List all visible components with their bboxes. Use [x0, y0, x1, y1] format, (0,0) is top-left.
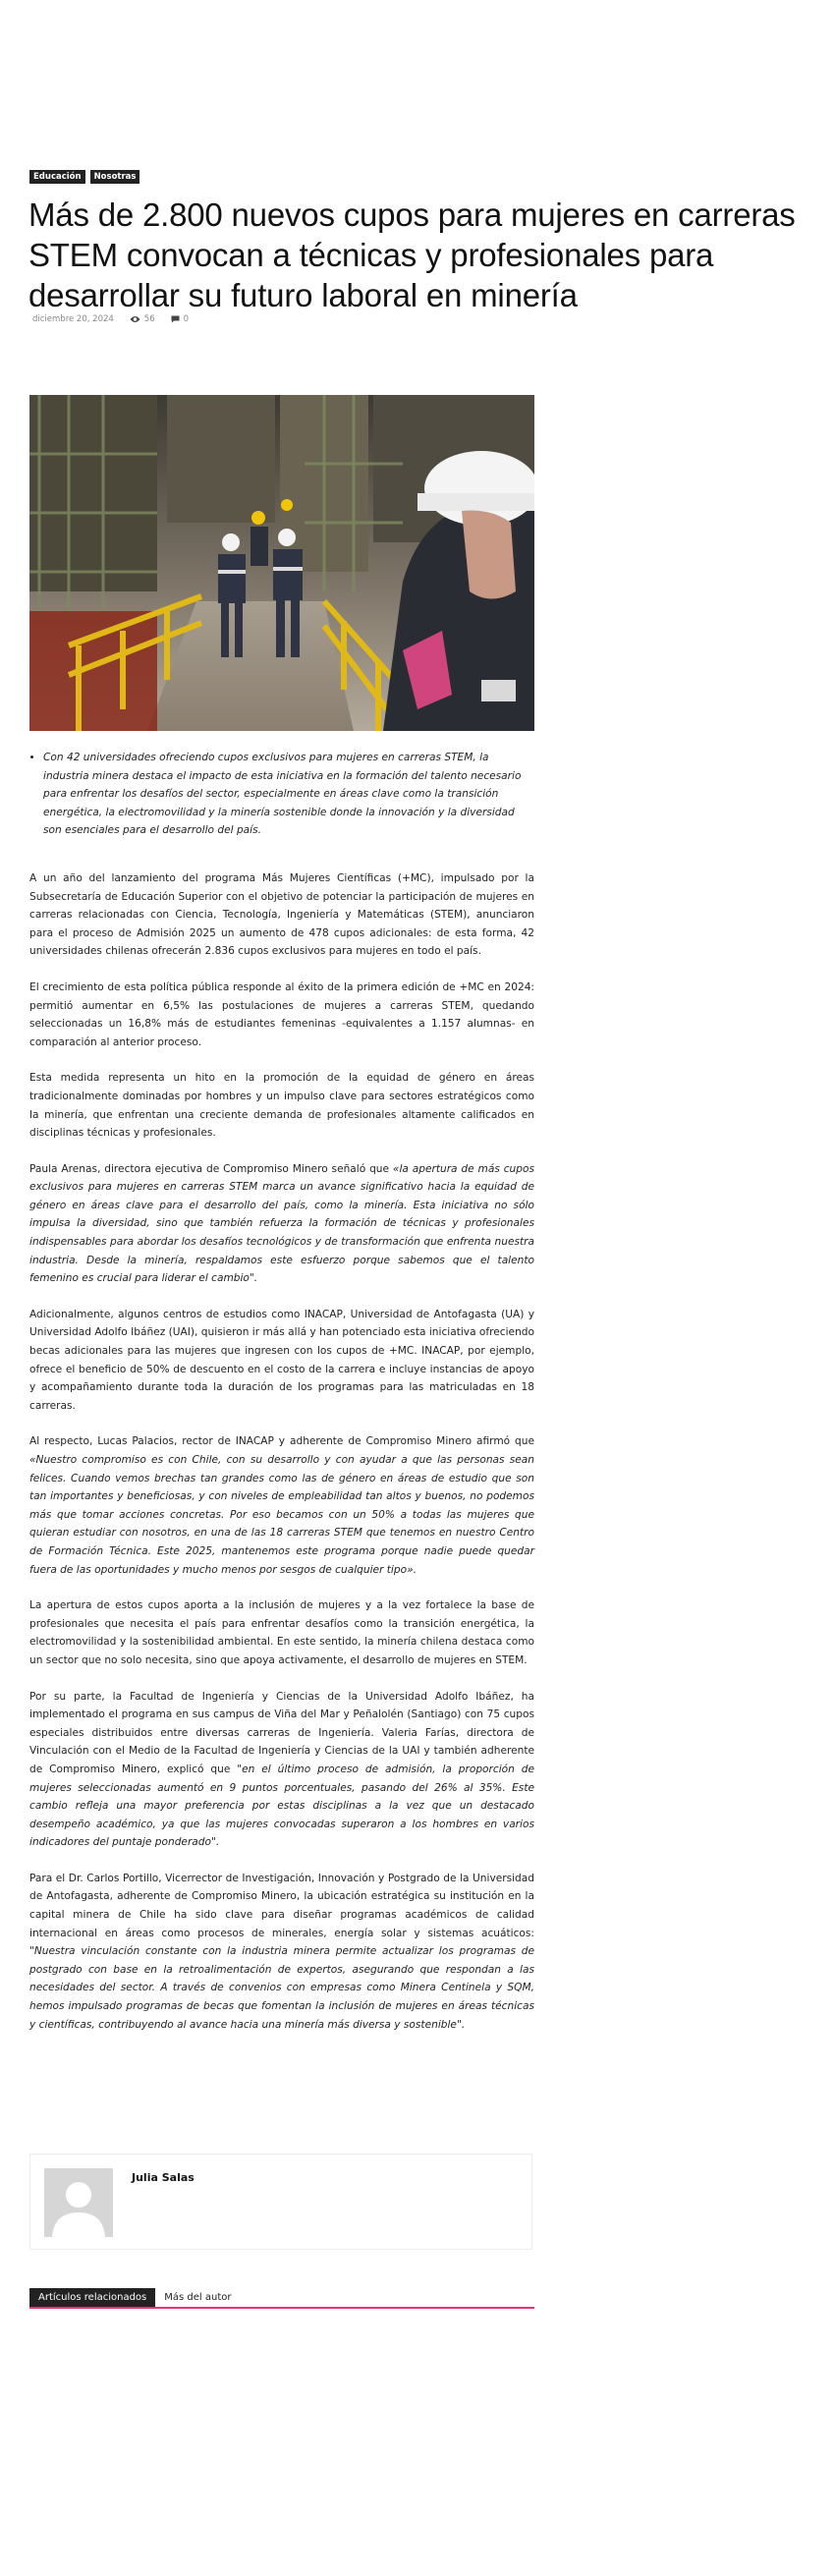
highlight-item: • Con 42 universidades ofreciendo cupos exclusivos para mujeres en carreras STEM, la industria minera destaca el impacto de esta iniciativa en la formación del talento necesario para enfrentar los desafíos del sector, especialmente en áreas clave como la transición energética, la electromovilidad y la minería sostenible donde la innovación y la diversidad son esenciales para el desarrollo del país.: [43, 749, 534, 840]
article-meta: [32, 314, 204, 324]
comments-count[interactable]: [171, 314, 189, 324]
featured-image: [29, 395, 534, 731]
tab-related-articles[interactable]: Artículos relacionados: [29, 2288, 155, 2307]
author-box: [29, 2154, 532, 2250]
highlight-list: [29, 749, 534, 840]
author-name[interactable]: Julia Salas: [132, 2171, 195, 2184]
article-title: Más de 2.800 nuevos cupos para mujeres en carreras STEM convocan a técnicas y profesionales para desarrollar su futuro laboral en minería: [28, 196, 796, 313]
tab-more-from-author[interactable]: Más del autor: [164, 2292, 232, 2303]
paragraph-4-lead: Paula Arenas, directora ejecutiva de Compromiso Minero señaló que: [29, 1162, 393, 1175]
article-paragraph-7: La apertura de estos cupos aporta a la inclusión de mujeres y a la vez fortalece la base de profesionales que necesita el país para enfrentar desafíos como la transición energética, la electromovilidad y la sostenibilidad ambiental. En este sentido, la minería chilena destaca como un sector que no solo necesita, sino que apoya activamente, el desarrollo de mujeres en STEM.: [29, 1599, 534, 1666]
article-body: [29, 749, 534, 2051]
article-paragraph-5: Adicionalmente, algunos centros de estudios como INACAP, Universidad de Antofagasta (UA) y Universidad Adolfo Ibáñez (UAI), quisieron ir más allá y han potenciado esta iniciativa ofreciendo becas adicionales para las mujeres que ingresen con los cupos de +MC. INACAP, por ejemplo, ofrece el beneficio de 50% de descuento en el costo de la carrera e incluye instancias de apoyo y acompañamiento durante toda la duración de los programas para las matriculadas en 18 carreras.: [29, 1308, 534, 1412]
post-date: diciembre 20, 2024: [32, 314, 114, 324]
paragraph-6-lead: Al respecto, Lucas Palacios, rector de INACAP y adherente de Compromiso Minero afirmó que: [29, 1435, 534, 1448]
category-tag-educacion[interactable]: Educación: [29, 170, 85, 184]
category-tag-nosotras[interactable]: Nosotras: [90, 170, 140, 184]
comments-value: 0: [183, 314, 190, 324]
lucas-palacios-quote: «Nuestro compromiso es con Chile, con su desarrollo y con ayudar a que las personas sean felices. Cuando vemos brechas tan grandes como las de género en áreas de estudio que son tan importantes y beneficiosas, y con niveles de empleabilidad tan altos y buenos, no podemos más que tomar acciones concretas. Por eso becamos con un 50% a todas las mujeres que quieran estudiar con nosotros, en una de las 18 carreras STEM que tenemos en nuestro Centro de Formación Técnica. Este 2025, mantenemos este programa porque nadie puede quedar fuera de las oportunidades y mucho menos por sesgos de cualquier tipo».: [29, 1454, 534, 1576]
featured-image-illustration: [29, 395, 534, 731]
views-value: 56: [143, 314, 155, 324]
article-paragraph-1: A un año del lanzamiento del programa Más Mujeres Científicas (+MC), impulsado por la Subsecretaría de Educación Superior con el objetivo de potenciar la participación de mujeres en carreras relacionadas con Ciencia, Tecnología, Ingeniería y Matemáticas (STEM), anunciaron para el proceso de Admisión 2025 un aumento de 478 cupos adicionales: de esta forma, 42 universidades chilenas ofrecerán 2.836 cupos exclusivos para mujeres en todo el país.: [29, 871, 534, 958]
views-count: [130, 314, 155, 324]
article-paragraph-2: El crecimiento de esta política pública responde al éxito de la primera edición de +MC en 2024: permitió aumentar en 6,5% las postulaciones de mujeres a carreras STEM, quedando seleccionadas un 16,8% más de estudiantes femeninas -equivalentes a 1.157 alumnas- en comparación al anterior proceso.: [29, 980, 534, 1048]
article-paragraph-4: [29, 1160, 534, 1288]
category-tags: [29, 170, 139, 184]
paragraph-9-lead: Para el Dr. Carlos Portillo, Vicerrector de Investigación, Innovación y Postgrado de la Universidad de Antofagasta, adherente de Compromiso Minero, la ubicación estratégica su institución en la capital minera de Chile ha sido clave para diseñar programas académicos de calidad internacional en áreas como procesos de minerales, energía solar y sistemas acuáticos:: [29, 1872, 534, 1939]
paragraph-8-lead: Por su parte, la Facultad de Ingeniería y Ciencias de la Universidad Adolfo Ibáñez, ha implementado el programa en sus campus de Viña del Mar y Peñalolén (Santiago) con 75 cupos especiales distribuidos entre diversas carreras de Ingeniería. Valeria Farías, directora de Vinculación con el Medio de la Facultad de Ingeniería y Ciencias de la UAI y también adherente de Compromiso Minero, explicó que: [29, 1690, 534, 1775]
valeria-farias-quote: "en el último proceso de admisión, la proporción de mujeres seleccionadas aumentó en 9 puntos porcentuales, pasando del 26% al 35%. Este cambio refleja una mayor preferencia por estas disciplinas a la vez que un destacado desempeño académico, ya que las mujeres convocadas superaron a los hombres en varios indicadores del puntaje ponderado".: [29, 1763, 534, 1849]
article-paragraph-3: Esta medida representa un hito en la promoción de la equidad de género en áreas tradicionalmente dominadas por hombres y un impulso clave para sectores estratégicos como la minería, que enfrentan una creciente demanda de profesionales altamente calificados en disciplinas técnicas y profesionales.: [29, 1072, 534, 1140]
comment-icon: [171, 315, 180, 323]
eye-icon: [130, 315, 140, 323]
article-paragraph-8: [29, 1688, 534, 1852]
user-silhouette-icon: [44, 2168, 113, 2237]
article-paragraph-9: [29, 1870, 534, 2034]
article-paragraph-6: [29, 1432, 534, 1579]
related-articles-tabs: [29, 2288, 534, 2309]
avatar[interactable]: [44, 2168, 113, 2237]
paula-arenas-quote: «la apertura de más cupos exclusivos para mujeres en carreras STEM marca un avance significativo hacia la equidad de género en áreas clave para el desarrollo del país, como la minería. Esta iniciativa no sólo impulsa la diversidad, sino que también refuerza la formación de técnicas y profesionales indispensables para abordar los desafíos tecnológicos y de transformación que enfrenta nuestra industria. Desde la minería, respaldamos este esfuerzo porque sabemos que el talento femenino es crucial para liderar el cambio".: [29, 1162, 534, 1285]
carlos-portillo-quote: "Nuestra vinculación constante con la industria minera permite actualizar los programas de postgrado con base en la retroalimentación de expertos, asegurando que respondan a las necesidades del sector. A través de convenios con empresas como Minera Centinela y SQM, hemos impulsado programas de becas que fomentan la inclusión de mujeres en áreas técnicas y científicas, contribuyendo al avance hacia una minería más diversa y sostenible".: [29, 1945, 534, 2031]
